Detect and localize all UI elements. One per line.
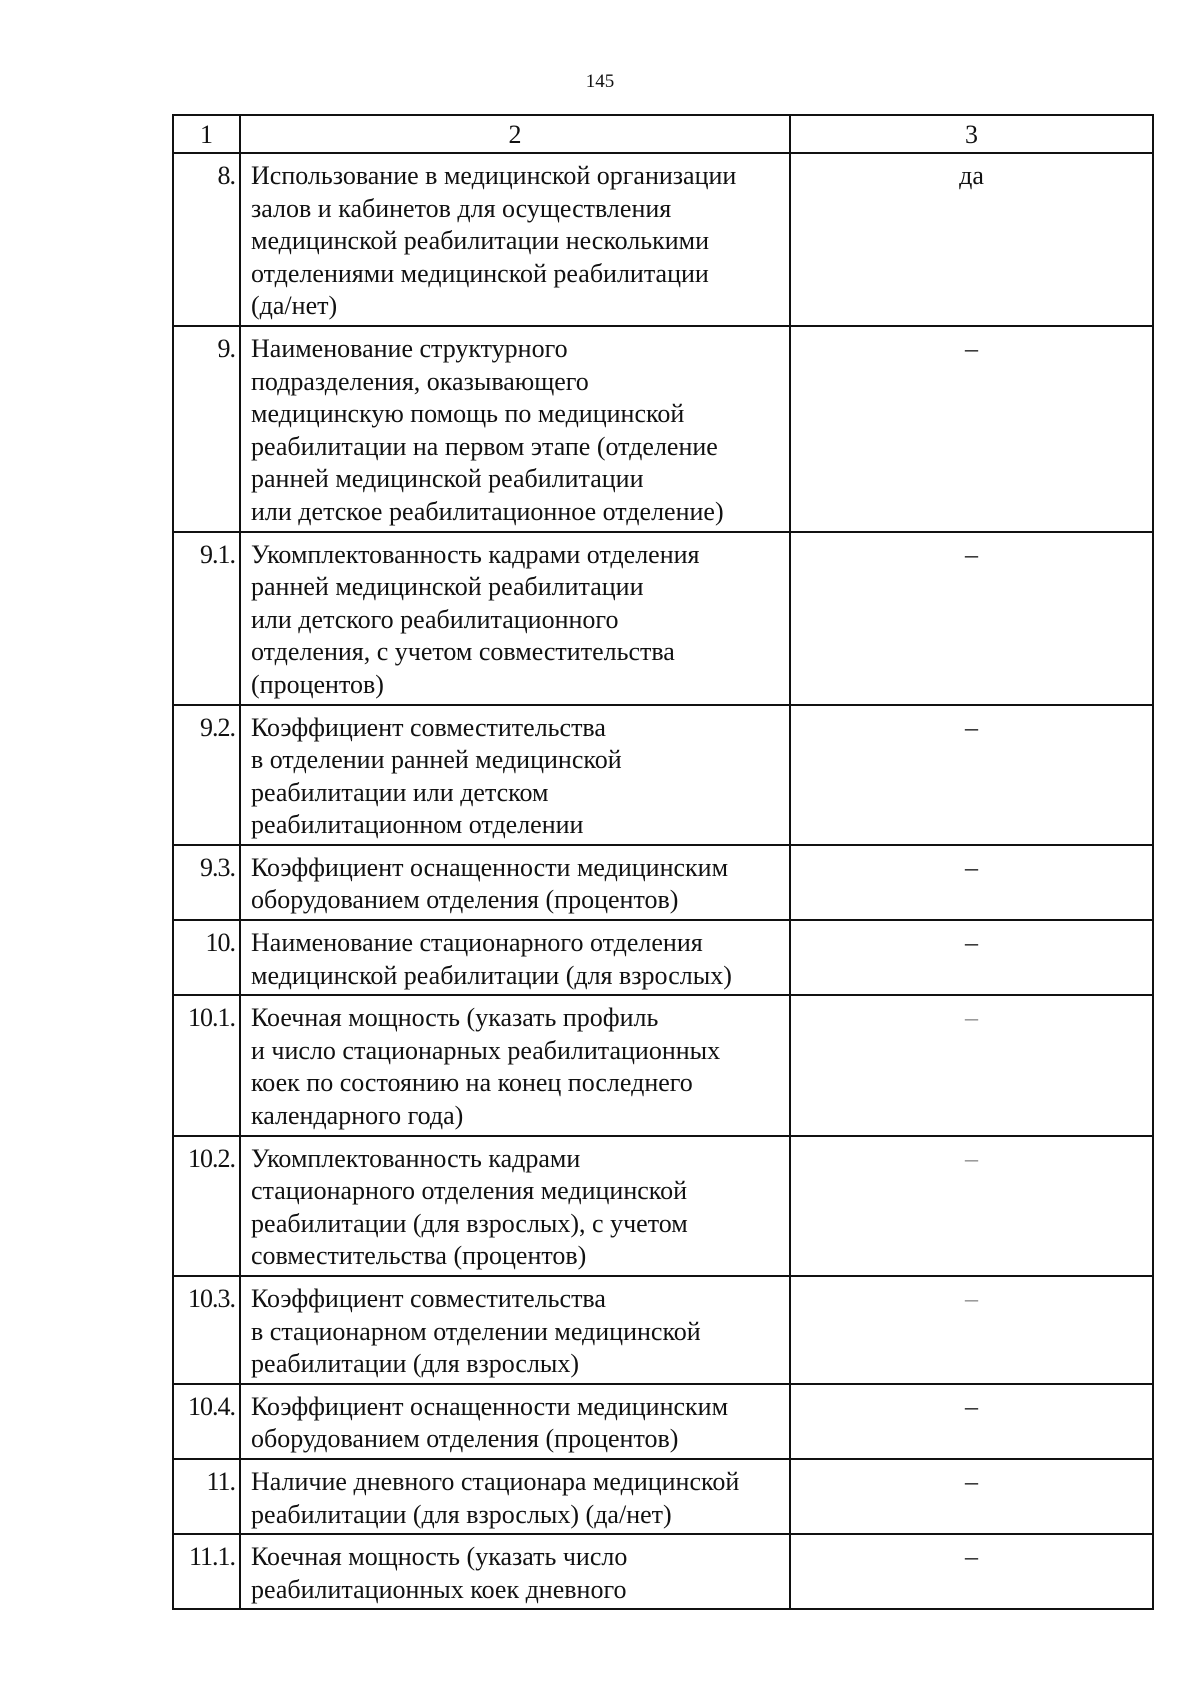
row-number: 9. — [173, 326, 240, 532]
description-line: Наименование структурного — [251, 333, 568, 363]
row-number: 11.1. — [173, 1534, 240, 1609]
description-line: медицинской реабилитации (для взрослых) — [251, 960, 732, 990]
row-number: 9.3. — [173, 845, 240, 920]
row-description — [240, 920, 790, 995]
row-number: 10.4. — [173, 1384, 240, 1459]
description-line: Коэффициент оснащенности медицинским — [251, 1391, 729, 1421]
row-number: 10. — [173, 920, 240, 995]
description-line: стационарного отделения медицинской — [251, 1176, 688, 1206]
row-value: – — [790, 1136, 1153, 1276]
description-line: подразделения, оказывающего — [251, 366, 589, 396]
row-description — [240, 1534, 790, 1609]
description-line: Коэффициент совместительства — [251, 712, 606, 742]
row-number: 8. — [173, 153, 240, 326]
row-description — [240, 1384, 790, 1459]
row-description — [240, 845, 790, 920]
row-description — [240, 1136, 790, 1276]
description-line: ранней медицинской реабилитации — [251, 572, 644, 602]
row-number: 9.1. — [173, 532, 240, 705]
table-row — [173, 705, 1153, 845]
table-row — [173, 1276, 1153, 1384]
row-description — [240, 995, 790, 1135]
row-value: – — [790, 920, 1153, 995]
row-value: – — [790, 705, 1153, 845]
table-row — [173, 1384, 1153, 1459]
row-value: – — [790, 1534, 1153, 1609]
column-header-3: 3 — [790, 115, 1153, 153]
description-line: залов и кабинетов для осуществления — [251, 193, 672, 223]
description-line: или детское реабилитационное отделение) — [251, 496, 724, 526]
description-line: Коэффициент оснащенности медицинским — [251, 852, 729, 882]
row-value: – — [790, 1459, 1153, 1534]
column-header-1: 1 — [173, 115, 240, 153]
description-line: Укомплектованность кадрами — [251, 1143, 581, 1173]
description-line: реабилитации или детском — [251, 777, 549, 807]
description-line: Наименование стационарного отделения — [251, 928, 703, 958]
description-line: медицинской реабилитации несколькими — [251, 226, 710, 256]
row-description — [240, 705, 790, 845]
description-line: реабилитации (для взрослых), с учетом — [251, 1208, 688, 1238]
indicator-table — [172, 114, 1154, 1610]
description-line: (процентов) — [251, 669, 384, 699]
row-description — [240, 1459, 790, 1534]
row-number: 10.2. — [173, 1136, 240, 1276]
row-number: 10.3. — [173, 1276, 240, 1384]
row-value: – — [790, 845, 1153, 920]
description-line: Коэффициент совместительства — [251, 1284, 606, 1313]
description-line: совместительства (процентов) — [251, 1241, 587, 1271]
description-line: реабилитационном отделении — [251, 810, 584, 840]
row-value: – — [790, 1384, 1153, 1459]
table-row — [173, 1534, 1153, 1609]
description-line: или детского реабилитационного — [251, 604, 619, 634]
table-row — [173, 920, 1153, 995]
row-value: – — [790, 1276, 1153, 1384]
table-row — [173, 326, 1153, 532]
table-row — [173, 845, 1153, 920]
row-value: – — [790, 995, 1153, 1135]
description-line: Наличие дневного стационара медицинской — [251, 1466, 740, 1496]
description-line: и число стационарных реабилитационных — [251, 1035, 721, 1065]
description-line: ранней медицинской реабилитации — [251, 464, 644, 494]
description-line: в отделении ранней медицинской — [251, 745, 622, 775]
row-number: 9.2. — [173, 705, 240, 845]
description-line: коек по состоянию на конец последнего — [251, 1068, 693, 1098]
column-header-2: 2 — [240, 115, 790, 153]
row-description — [240, 532, 790, 705]
description-line: Укомплектованность кадрами отделения — [251, 539, 700, 569]
description-line: (да/нет) — [251, 291, 338, 321]
table-row — [173, 995, 1153, 1135]
description-line: календарного года) — [251, 1101, 464, 1131]
description-line: оборудованием отделения (процентов) — [251, 885, 679, 915]
description-line: Использование в медицинской организации — [251, 161, 737, 190]
description-line: реабилитации (для взрослых) (да/нет) — [251, 1499, 672, 1529]
row-value: да — [790, 153, 1153, 326]
description-line: отделения, с учетом совместительства — [251, 637, 675, 667]
row-description — [240, 1276, 790, 1384]
table-header-row — [173, 115, 1153, 153]
table-row — [173, 532, 1153, 705]
description-line: Коечная мощность (указать число — [251, 1542, 628, 1572]
description-line: отделениями медицинской реабилитации — [251, 258, 709, 288]
row-number: 11. — [173, 1459, 240, 1534]
table-row — [173, 1459, 1153, 1534]
description-line: реабилитационных коек дневного — [251, 1574, 627, 1604]
description-line: оборудованием отделения (процентов) — [251, 1424, 679, 1454]
row-value: – — [790, 326, 1153, 532]
description-line: реабилитации (для взрослых) — [251, 1349, 580, 1379]
description-line: медицинскую помощь по медицинской — [251, 399, 685, 429]
row-description — [240, 153, 790, 326]
description-line: Коечная мощность (указать профиль — [251, 1003, 659, 1033]
table-body — [173, 115, 1153, 1609]
row-number: 10.1. — [173, 995, 240, 1135]
table-row — [173, 153, 1153, 326]
description-line: реабилитации на первом этапе (отделение — [251, 431, 718, 461]
table-row — [173, 1136, 1153, 1276]
row-description — [240, 326, 790, 532]
page-number: 145 — [585, 71, 615, 92]
row-value: – — [790, 532, 1153, 705]
description-line: в стационарном отделении медицинской — [251, 1316, 701, 1346]
